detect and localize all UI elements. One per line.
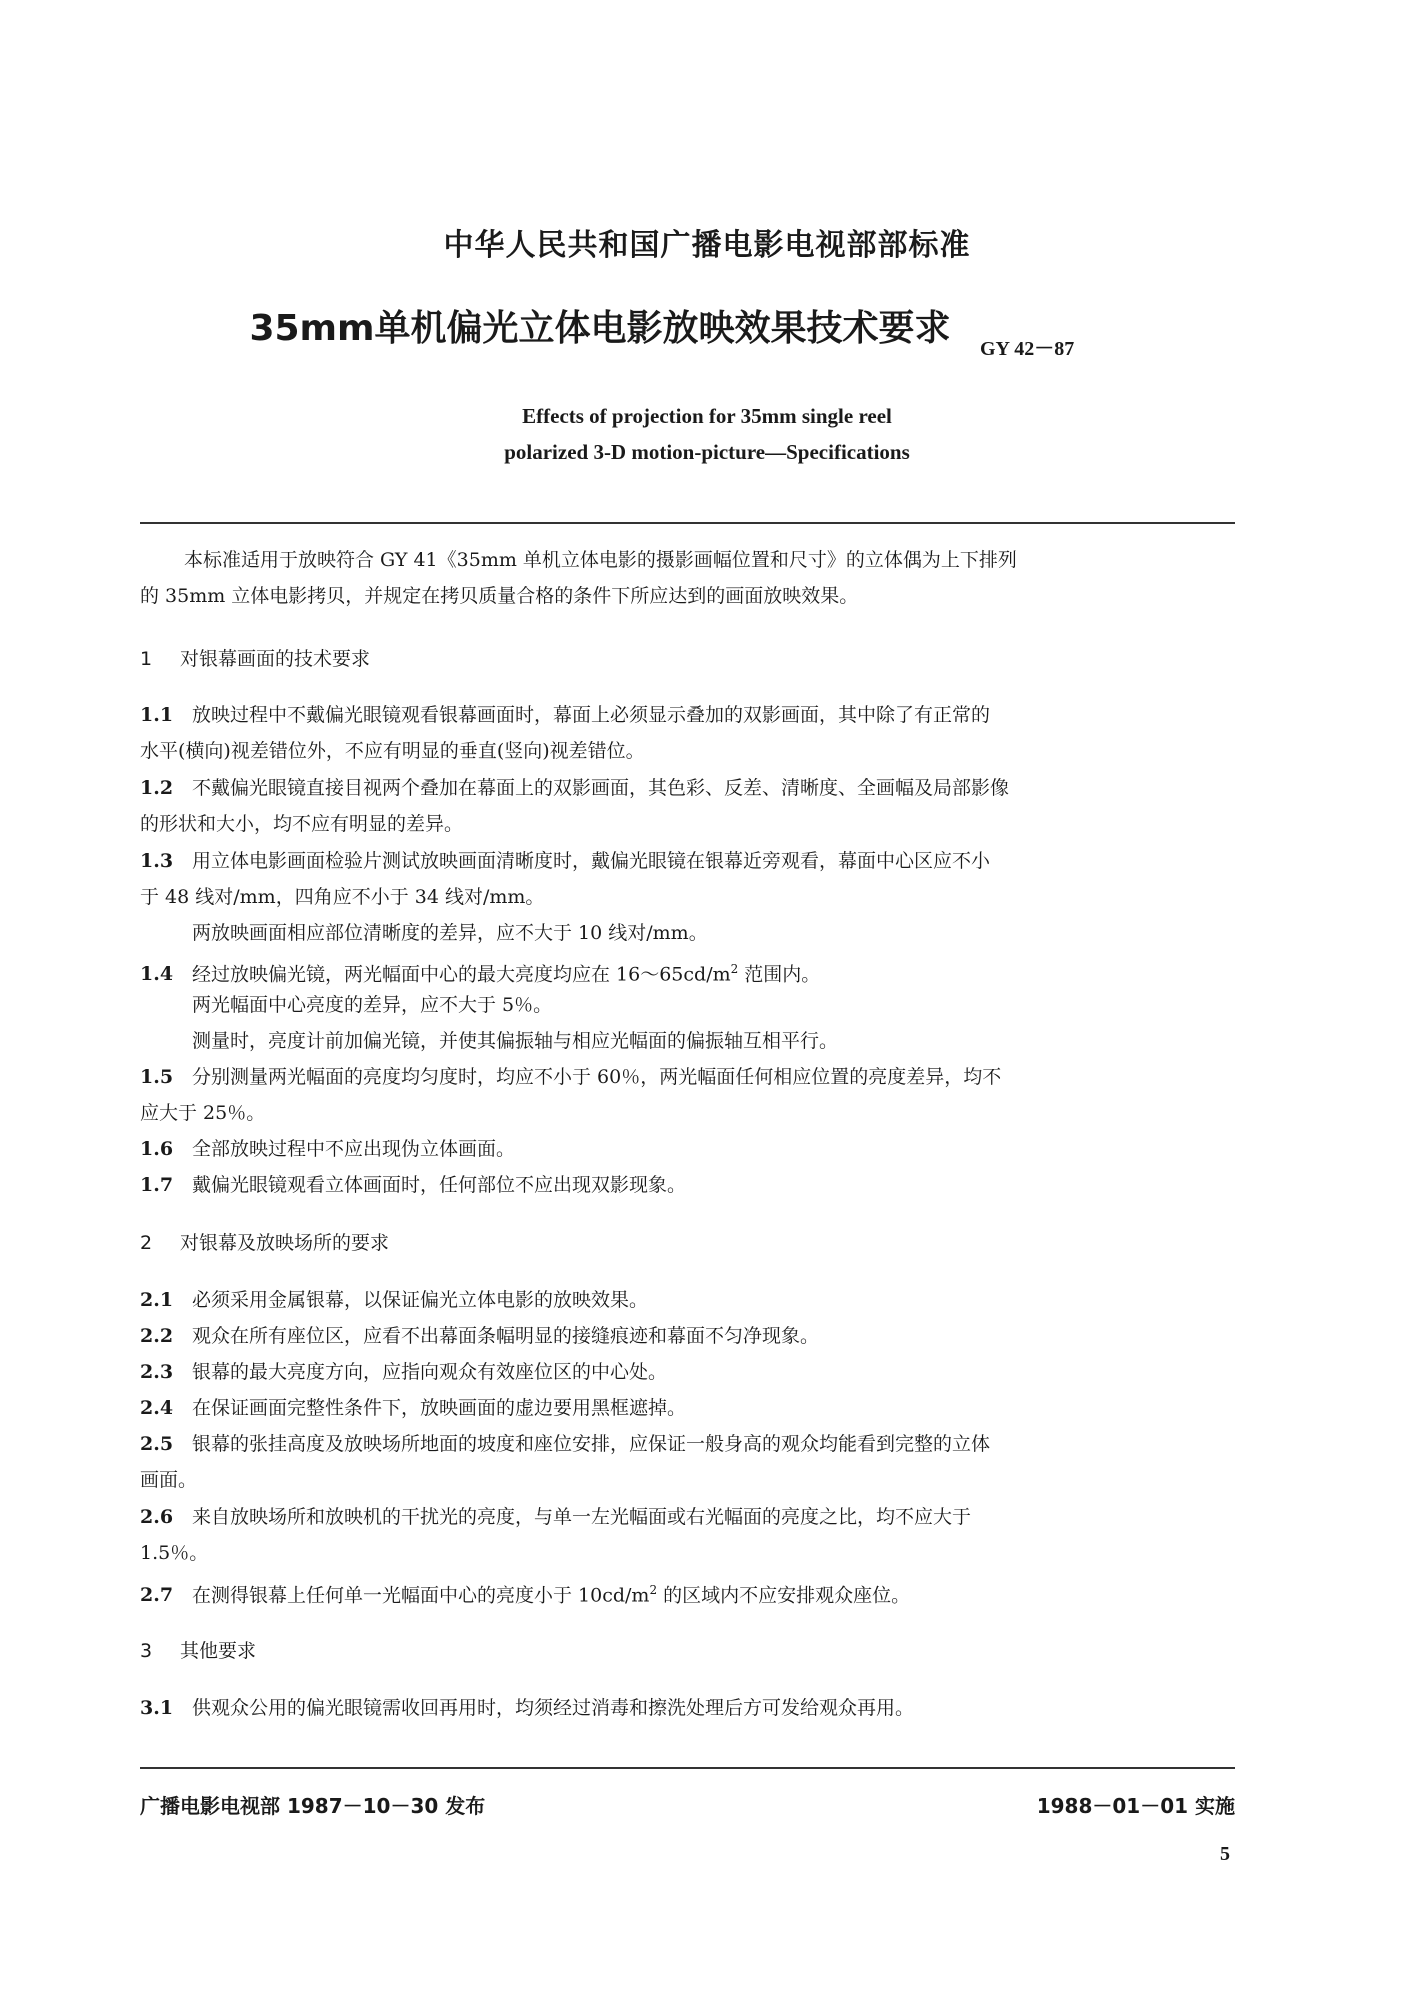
clause bbox=[140, 1572, 1235, 1613]
clause-number: 3.1 bbox=[140, 1697, 174, 1719]
clause-number: 1.4 bbox=[140, 963, 174, 986]
clause-number: 2.5 bbox=[140, 1433, 174, 1455]
superscript: 2 bbox=[649, 1583, 658, 1597]
header-divider bbox=[140, 522, 1235, 524]
clause bbox=[140, 1690, 1235, 1726]
clause-continuation: 画面。 bbox=[140, 1469, 198, 1491]
issue-date: 广播电影电视部 1987－10－30 发布 bbox=[140, 1794, 486, 1818]
clause bbox=[140, 843, 1235, 879]
clause bbox=[140, 1318, 1235, 1354]
clause-text: 来自放映场所和放映机的干扰光的亮度，与单一左光幅面或右光幅面的亮度之比，均不应大于 bbox=[192, 1506, 972, 1528]
clause-continuation: 于 48 线对/mm，四角应不小于 34 线对/mm。 bbox=[140, 886, 545, 908]
clause-continuation: 应大于 25％。 bbox=[140, 1102, 266, 1124]
clause-subparagraph: 测量时，亮度计前加偏光镜，并使其偏振轴与相应光幅面的偏振轴互相平行。 bbox=[192, 1030, 839, 1052]
clause-text: 银幕的最大亮度方向，应指向观众有效座位区的中心处。 bbox=[192, 1361, 668, 1383]
clause-number: 1.7 bbox=[140, 1174, 174, 1196]
clause-continuation: 1.5％。 bbox=[140, 1542, 209, 1564]
clause bbox=[140, 770, 1235, 806]
clause-text: 必须采用金属银幕，以保证偏光立体电影的放映效果。 bbox=[192, 1289, 649, 1311]
clause-text-a: 在测得银幕上任何单一光幅面中心的亮度小于 10cd/m bbox=[192, 1584, 650, 1607]
clause-number: 2.1 bbox=[140, 1289, 174, 1311]
intro-line-1: 本标准适用于放映符合 GY 41《35mm 单机立体电影的摄影画幅位置和尺寸》的立体偶为上下排列 bbox=[184, 549, 1017, 571]
section-number: 1 bbox=[140, 648, 153, 670]
intro-line-2: 的 35mm 立体电影拷贝，并规定在拷贝质量合格的条件下所应达到的画面放映效果。 bbox=[140, 585, 859, 607]
clause bbox=[140, 1390, 1235, 1426]
clause bbox=[140, 1354, 1235, 1390]
clause bbox=[140, 1499, 1235, 1535]
clause-number: 1.2 bbox=[140, 777, 174, 799]
clause bbox=[140, 1426, 1235, 1462]
clause-text: 全部放映过程中不应出现伪立体画面。 bbox=[192, 1138, 516, 1160]
clause-number: 2.6 bbox=[140, 1506, 174, 1528]
clause-text: 银幕的张挂高度及放映场所地面的坡度和座位安排，应保证一般身高的观众均能看到完整的立体 bbox=[192, 1433, 991, 1455]
section-title: 对银幕画面的技术要求 bbox=[180, 648, 371, 670]
clause bbox=[140, 697, 1235, 733]
standard-title-en-line1: Effects of projection for 35mm single reel bbox=[522, 404, 892, 428]
clause-number: 1.6 bbox=[140, 1138, 174, 1160]
clause-text: 分别测量两光幅面的亮度均匀度时，均应不小于 60％，两光幅面任何相应位置的亮度差异，均不 bbox=[192, 1066, 1002, 1088]
section-title: 对银幕及放映场所的要求 bbox=[180, 1232, 390, 1254]
section-number: 2 bbox=[140, 1232, 153, 1254]
clause-text-b: 范围内。 bbox=[738, 963, 821, 986]
standard-title-en-line2: polarized 3-D motion-picture—Specifications bbox=[504, 440, 910, 464]
section-title: 其他要求 bbox=[180, 1640, 257, 1662]
clause-text: 用立体电影画面检验片测试放映画面清晰度时，戴偏光眼镜在银幕近旁观看，幕面中心区应不小 bbox=[192, 850, 991, 872]
clause-text: 在保证画面完整性条件下，放映画面的虚边要用黑框遮掉。 bbox=[192, 1397, 687, 1419]
clause-continuation: 水平(横向)视差错位外，不应有明显的垂直(竖向)视差错位。 bbox=[140, 740, 645, 762]
clause-text: 不戴偏光眼镜直接目视两个叠加在幕面上的双影画面，其色彩、反差、清晰度、全画幅及局部影像 bbox=[192, 777, 1010, 799]
footer-divider bbox=[140, 1767, 1235, 1769]
standard-code: GY 42－87 bbox=[980, 338, 1075, 360]
clause-text-b: 的区域内不应安排观众座位。 bbox=[657, 1584, 911, 1607]
clause-number: 2.2 bbox=[140, 1325, 174, 1347]
clause bbox=[140, 1131, 1235, 1167]
clause-text: 放映过程中不戴偏光眼镜观看银幕画面时，幕面上必须显示叠加的双影画面，其中除了有正常的 bbox=[192, 704, 991, 726]
clause bbox=[140, 1167, 1235, 1203]
clause-text: 戴偏光眼镜观看立体画面时，任何部位不应出现双影现象。 bbox=[192, 1174, 687, 1196]
clause-number: 1.1 bbox=[140, 704, 174, 726]
clause-number: 1.5 bbox=[140, 1066, 174, 1088]
page-number: 5 bbox=[1220, 1843, 1230, 1865]
effective-date: 1988－01－01 实施 bbox=[1036, 1794, 1235, 1818]
clause-number: 1.3 bbox=[140, 850, 174, 872]
standard-title-cn: 35mm单机偏光立体电影放映效果技术要求 bbox=[249, 308, 951, 349]
clause-number: 2.3 bbox=[140, 1361, 174, 1383]
section-heading bbox=[140, 644, 370, 671]
superscript: 2 bbox=[730, 962, 739, 976]
clause-number: 2.4 bbox=[140, 1397, 174, 1419]
clause bbox=[140, 1282, 1235, 1318]
clause bbox=[140, 1059, 1235, 1095]
clause-continuation: 的形状和大小，均不应有明显的差异。 bbox=[140, 813, 464, 835]
clause-number: 2.7 bbox=[140, 1584, 174, 1607]
section-heading bbox=[140, 1228, 389, 1255]
section-heading bbox=[140, 1636, 256, 1663]
clause-subparagraph: 两放映画面相应部位清晰度的差异，应不大于 10 线对/mm。 bbox=[192, 922, 708, 944]
section-number: 3 bbox=[140, 1640, 153, 1662]
clause-text: 供观众公用的偏光眼镜需收回再用时，均须经过消毒和擦洗处理后方可发给观众再用。 bbox=[192, 1697, 915, 1719]
clause-text-a: 经过放映偏光镜，两光幅面中心的最大亮度均应在 16～65cd/m bbox=[192, 963, 731, 986]
clause-text: 观众在所有座位区，应看不出幕面条幅明显的接缝痕迹和幕面不匀净现象。 bbox=[192, 1325, 820, 1347]
clause-subparagraph: 两光幅面中心亮度的差异，应不大于 5％。 bbox=[192, 994, 553, 1016]
issuing-authority-header: 中华人民共和国广播电影电视部部标准 bbox=[443, 228, 971, 263]
